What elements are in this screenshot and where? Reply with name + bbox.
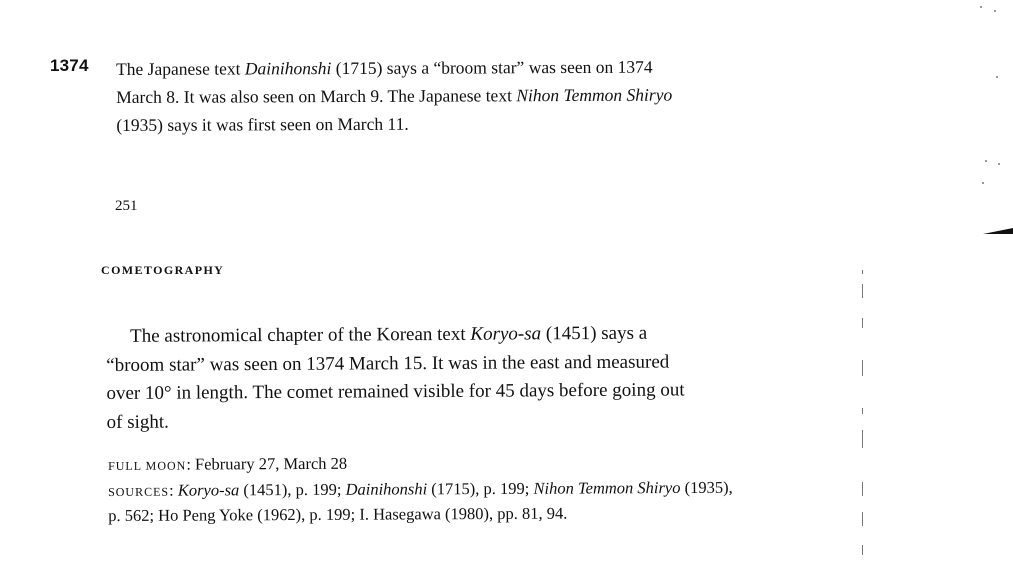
italic-title: Nihon Temmon Shiryo [516,84,673,106]
sources-block [108,475,808,527]
scan-speck [994,10,996,12]
text-run: The Japanese text [116,58,245,79]
text-run: (1451) says a [541,322,648,345]
text-run: (1715) says a “broom star” was seen on 1374 [331,56,653,79]
entry-line [116,108,806,139]
scan-speck [985,160,987,162]
main-line: over 10° in length. The comet remained visible for 45 days before going out [106,379,685,404]
scan-speck [980,6,982,8]
scan-gutter-mark [862,430,863,448]
scan-speck [998,163,1000,165]
italic-title: Dainihonshi [244,58,332,79]
text-run: (1935) says it was first seen on March 11. [116,113,409,135]
italic-title: Dainihonshi [345,479,428,499]
scan-speck [982,182,984,184]
text-run: (1715), p. 199; [427,478,534,499]
sources-line [108,475,808,504]
main-line [106,319,796,352]
italic-title: Nihon Temmon Shiryo [533,478,681,498]
scan-gutter-mark [862,482,863,496]
entry-paragraph [116,52,806,139]
italic-title: Koryo-sa [470,323,542,345]
full-moon-value: : February 27, March 28 [186,453,348,474]
scan-gutter-mark [862,318,863,328]
scan-gutter-mark [862,284,863,298]
italic-title: Koryo-sa [177,480,240,500]
main-paragraph [106,319,797,437]
sources-line: p. 562; Ho Peng Yoke (1962), p. 199; I. Hasegawa (1980), pp. 81, 94. [108,503,568,525]
scan-edge-shadow [983,223,1013,234]
page-number: 251 [115,198,138,214]
text-run: (1935), [680,477,733,498]
scan-gutter-mark [862,512,863,526]
full-moon-label: FULL MOON [108,458,187,473]
main-line: “broom star” was seen on 1374 March 15. It was in the east and measured [106,351,670,376]
scan-gutter-mark [862,270,863,274]
scan-gutter-mark [862,408,863,414]
scan-speck [996,76,998,78]
text-run: March 8. It was also seen on March 9. The Japanese text [116,85,517,107]
text-run: : [169,480,178,500]
scan-gutter-mark [862,545,863,555]
running-head: COMETOGRAPHY [101,263,225,277]
entry-line [116,80,806,111]
full-moon-line [108,452,347,478]
text-run: (1451), p. 199; [239,479,346,500]
scan-gutter-mark [862,360,863,376]
entry-line [116,52,806,83]
text-run: The astronomical chapter of the Korean text [130,323,471,347]
sources-label: SOURCES [108,484,170,499]
main-line: of sight. [106,411,169,433]
entry-year: 1374 [50,56,89,75]
